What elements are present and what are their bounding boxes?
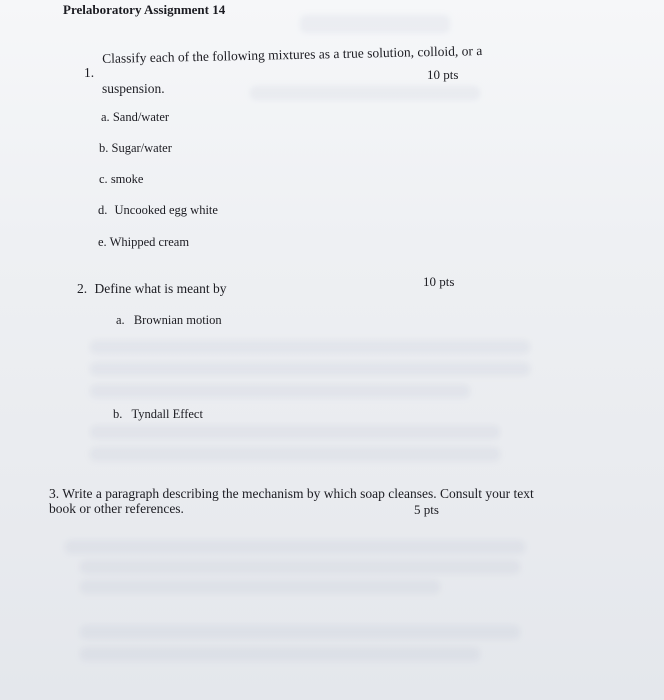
bleed-through-mark <box>90 425 500 439</box>
q3-text-line1: 3. Write a paragraph describing the mechanism by which soap cleanses. Consult your text <box>49 486 534 501</box>
q1-item-text: Uncooked egg white <box>114 203 218 217</box>
q1-item-b <box>99 142 172 155</box>
q2-text: Define what is meant by <box>94 281 227 296</box>
bleed-through-mark <box>90 447 500 461</box>
bleed-through-mark <box>65 540 525 554</box>
q1-number: 1. <box>84 65 95 80</box>
q1-item-a <box>101 111 169 124</box>
q1-item-letter: e. <box>98 235 107 249</box>
q2-item-a <box>116 314 222 327</box>
q1-text-line2: suspension. <box>102 81 165 96</box>
q1-item-e <box>98 236 189 249</box>
q1-item-letter: d. <box>98 203 108 217</box>
q2-item-letter: a. <box>116 313 125 327</box>
bleed-through-mark <box>80 625 520 639</box>
q3-text-line2: book or other references. <box>49 501 184 516</box>
bleed-through-mark <box>80 580 440 594</box>
q2-question <box>77 282 226 296</box>
q2-item-text: Brownian motion <box>133 313 222 327</box>
bleed-through-mark <box>90 340 530 354</box>
q1-item-c <box>99 173 143 186</box>
bleed-through-mark <box>90 362 530 376</box>
q1-item-text: Whipped cream <box>109 235 190 249</box>
bleed-through-mark <box>250 86 480 100</box>
q1-points: 10 pts <box>427 67 459 82</box>
bleed-through-mark <box>300 15 450 33</box>
q1-item-text: Sugar/water <box>111 141 172 155</box>
q2-points: 10 pts <box>423 274 455 289</box>
q2-item-b <box>113 408 203 421</box>
q1-item-letter: c. <box>99 172 108 186</box>
q1-item-letter: b. <box>99 141 109 155</box>
bleed-through-mark <box>90 384 470 398</box>
q2-item-letter: b. <box>113 407 123 421</box>
q1-item-d <box>98 204 218 217</box>
q2-number: 2. <box>77 281 88 296</box>
q1-item-letter: a. <box>101 110 110 124</box>
q1-item-text: smoke <box>110 172 144 186</box>
bleed-through-mark <box>80 647 480 661</box>
q1-item-text: Sand/water <box>112 110 170 124</box>
q2-item-text: Tyndall Effect <box>131 407 203 421</box>
page-title: Prelaboratory Assignment 14 <box>63 2 226 17</box>
q3-points: 5 pts <box>414 502 439 517</box>
q1-text-line1: Classify each of the following mixtures as a true solution, colloid, or a <box>101 43 483 66</box>
bleed-through-mark <box>80 560 520 574</box>
